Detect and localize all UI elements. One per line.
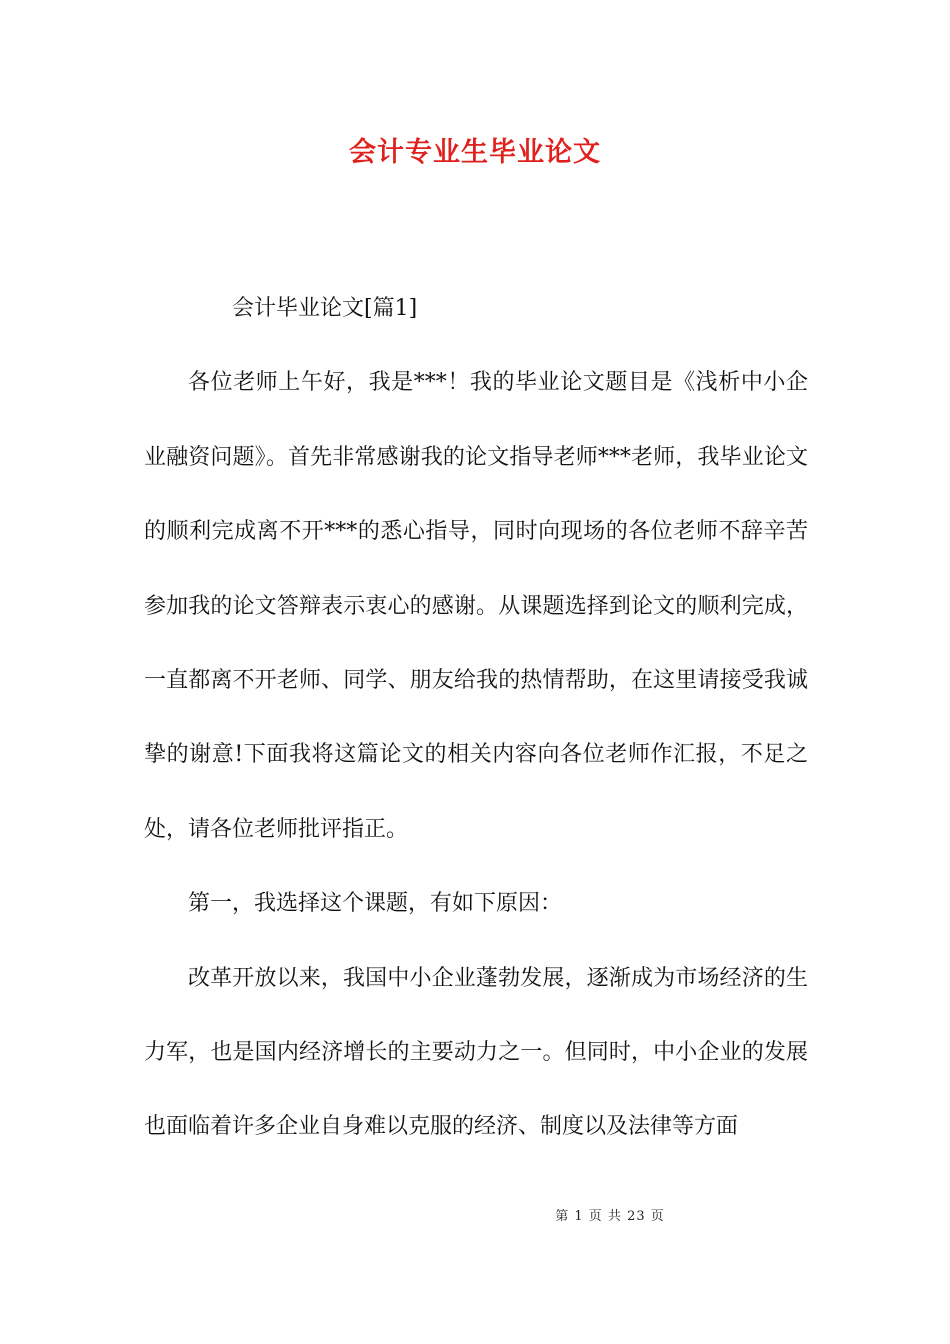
footer-current-page: 1 — [574, 1209, 584, 1224]
footer-total-pages: 23 — [627, 1209, 646, 1224]
footer-middle: 页 共 — [588, 1209, 622, 1224]
document-title: 会计专业生毕业论文 — [349, 137, 601, 168]
page-number-footer — [0, 1207, 950, 1227]
paragraph-background: 改革开放以来，我国中小企业蓬勃发展，逐渐成为市场经济的生力军，也是国内经济增长的主要动力之一。但同时，中小企业的发展也面临着许多企业自身难以克服的经济、制度以及法律等方面 — [144, 965, 808, 1140]
document-body — [144, 272, 808, 1165]
paragraph-intro: 各位老师上午好，我是***！我的毕业论文题目是《浅析中小企业融资问题》。首先非常感谢我的论文指导老师***老师，我毕业论文的顺利完成离不开***的悉心指导，同时向现场的各位老师不辞辛苦参加我的论文答辩表示衷心的感谢。从课题选择到论文的顺利完成，一直都离不开老师、同学、朋友给我的热情帮助，在这里请接受我诚挚的谢意!下面我将这篇论文的相关内容向各位老师作汇报，不足之处，请各位老师批评指正。 — [144, 370, 808, 842]
footer-prefix: 第 — [555, 1209, 570, 1224]
section-heading: 会计毕业论文[篇1] — [232, 296, 418, 321]
paragraph-reason-heading: 第一，我选择这个课题，有如下原因： — [188, 891, 563, 917]
footer-suffix: 页 — [650, 1209, 665, 1224]
